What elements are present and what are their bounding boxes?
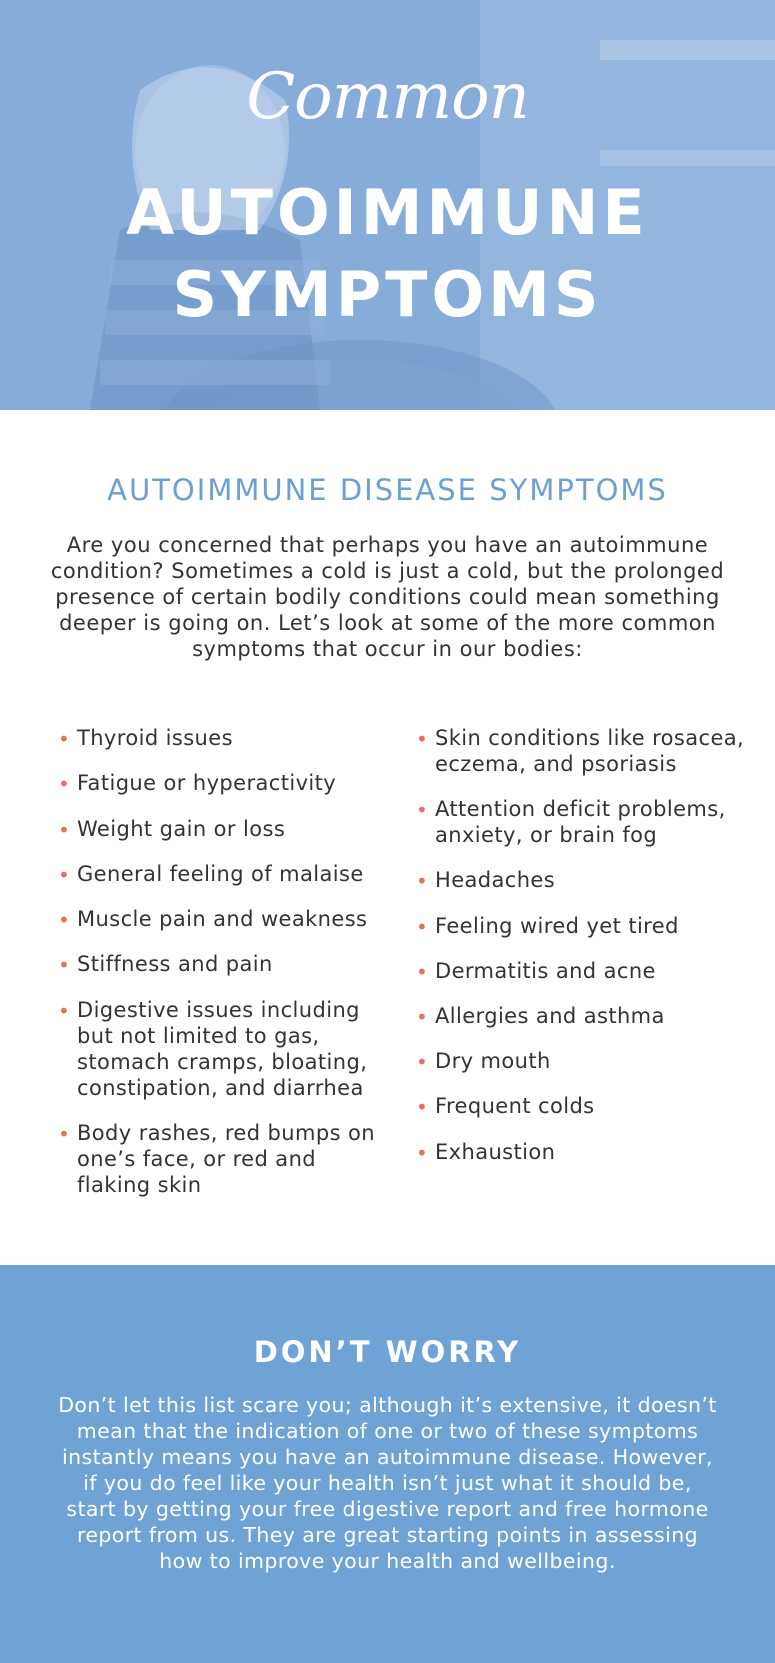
list-item: • Feeling wired yet tired <box>416 913 679 939</box>
bullet-dot-icon: • <box>58 772 71 797</box>
bullet-dot-icon: • <box>416 727 429 751</box>
list-item: • Weight gain or loss <box>58 816 286 842</box>
bullet-dot-icon: • <box>416 914 429 939</box>
hero-script-title: Common <box>246 60 529 134</box>
bullet-dot-icon: • <box>58 862 71 887</box>
bullet-dot-icon: • <box>416 798 429 823</box>
bullet-dot-icon: • <box>58 998 71 1023</box>
section-heading: AUTOIMMUNE DISEASE SYMPTOMS <box>107 473 668 507</box>
intro-paragraph: Are you concerned that perhaps you have an autoimmune condition? Sometimes a cold is just a cold, but the prolonged presence of certain bodily conditions could mean something deeper is going on. Let’s look at some of the more common symptoms that occur in our bodies: <box>50 533 725 661</box>
dont-worry-section <box>0 1265 775 1663</box>
hero-title-line-2: SYMPTOMS <box>172 258 603 331</box>
list-item: • Stiffness and pain <box>58 952 273 978</box>
symptom-list-left <box>58 725 388 1217</box>
bullet-dot-icon: • <box>416 1095 429 1120</box>
list-item: • General feeling of malaise <box>58 861 364 887</box>
bullet-dot-icon: • <box>58 1122 71 1147</box>
hero-title <box>0 172 775 336</box>
list-item: • Frequent colds <box>416 1094 595 1120</box>
dont-worry-heading: DON’T WORRY <box>253 1335 522 1369</box>
list-item: • Headaches <box>416 868 556 894</box>
list-item: • Thyroid issues <box>58 726 233 751</box>
bullet-dot-icon: • <box>416 959 429 984</box>
list-item: • Exhaustion <box>416 1139 556 1165</box>
symptom-list-right <box>416 725 756 1184</box>
list-item: • Dermatitis and acne <box>416 958 656 984</box>
bullet-dot-icon: • <box>58 817 71 842</box>
list-item: • Attention deficit problems, anxiety, or brain fog <box>416 797 726 848</box>
bullet-dot-icon: • <box>416 1140 429 1165</box>
bullet-dot-icon: • <box>58 953 71 978</box>
hero-title-line-1: AUTOIMMUNE <box>126 176 649 249</box>
list-item: • Muscle pain and weakness <box>58 907 368 933</box>
bullet-dot-icon: • <box>58 908 71 933</box>
bullet-dot-icon: • <box>416 1004 429 1029</box>
bullet-dot-icon: • <box>416 1050 429 1075</box>
list-item: • Allergies and asthma <box>416 1003 665 1029</box>
hero-banner <box>0 0 775 410</box>
list-item: • Digestive issues including but not limited to gas, stomach cramps, bloating, constipation, and diarrhea <box>58 997 368 1100</box>
bullet-dot-icon: • <box>416 869 429 894</box>
list-item: • Fatigue or hyperactivity <box>58 771 337 797</box>
list-item: • Dry mouth <box>416 1049 551 1075</box>
dont-worry-paragraph: Don’t let this list scare you; although it’s extensive, it doesn’t mean that the indication of one or two of these symptoms instantly means you have an autoimmune disease. However, if you do feel like your health isn’t just what it should be, start by getting your free digestive report and free hormone report from us. They are great starting points in assessing how to improve your health and wellbeing. <box>58 1393 717 1573</box>
list-item: • Body rashes, red bumps on one’s face, or red and flaking skin <box>58 1121 375 1198</box>
bullet-dot-icon: • <box>58 727 71 751</box>
list-item: • Skin conditions like rosacea, eczema, and psoriasis <box>416 726 745 776</box>
